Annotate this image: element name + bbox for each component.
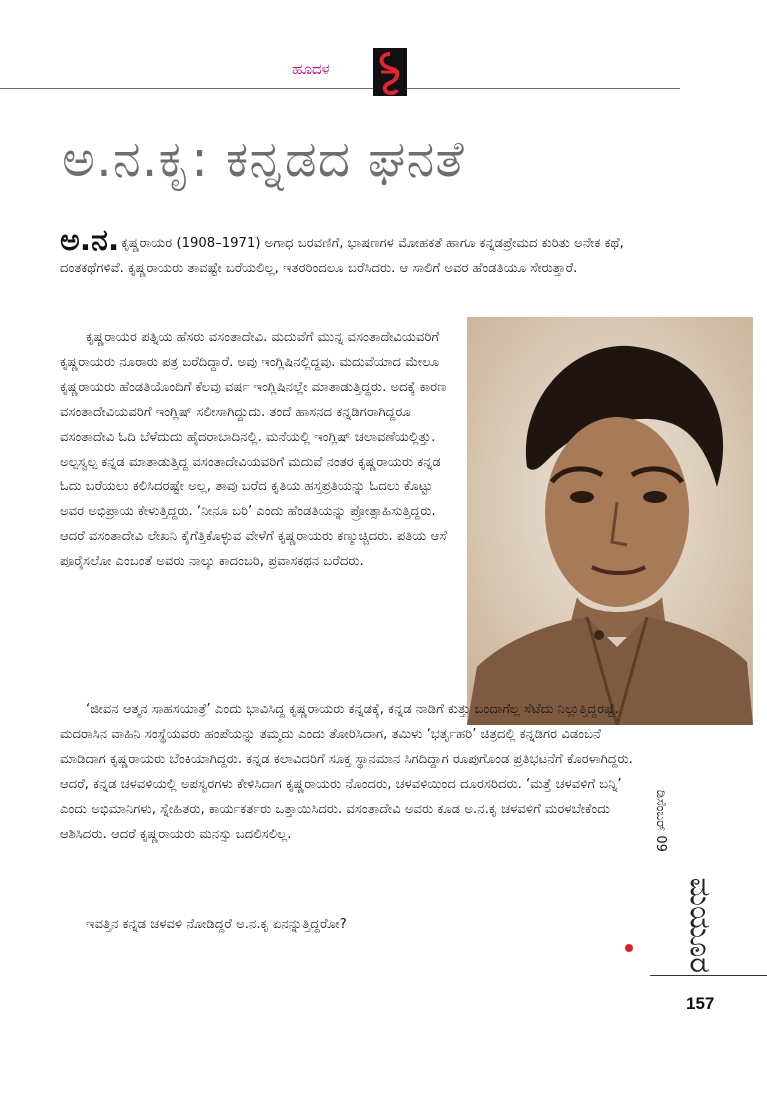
section-label: ಹೂದಳ [292,60,330,78]
article-title: ಅ.ನ.ಕೃ: ಕನ್ನಡದ ಘನತೆ [62,130,465,188]
paragraph-closing-text: ಇವತ್ತಿನ ಕನ್ನಡ ಚಳವಳಿ ನೋಡಿದ್ದರೆ ಅ.ನ.ಕೃ ಏನನ್ನುತ್ತಿದ್ದರೋ? [86,917,347,932]
magazine-brand-text: ಮಯೂರ [682,877,718,974]
end-mark-dot [625,944,633,952]
footer-rule [650,975,767,976]
paragraph-closing [60,913,640,938]
portrait-photo [467,317,753,725]
magazine-brand [660,877,740,974]
paragraph-activism-text: ‘ಜೀವನ ಆತ್ಮನ ಸಾಹಸಯಾತ್ರೆ’ ಎಂದು ಭಾವಿಸಿದ್ದ ಕೃಷ್ಣರಾಯರು ಕನ್ನಡಕ್ಕೆ, ಕನ್ನಡ ನಾಡಿಗೆ ಕುತ್ತು ಬಂದಾಗೆಲ್ಲ ಸೆಟೆದು ನಿಲ್ಲುತ್ತಿದ್ದರಷ್ಟೆ. ಮದರಾಸಿನ ವಾಹಿನಿ ಸಂಸ್ಥೆಯವರು ಹಂಪೆಯನ್ನು ತಮ್ಮದು ಎಂದು ತೋರಿಸಿದಾಗ, ತಮಿಳು ‘ಭರ್ತೃಹರಿ’ ಚಿತ್ರದಲ್ಲಿ ಕನ್ನಡಿಗರ ವಿಡಂಬನೆ ಮಾಡಿದಾಗ ಕೃಷ್ಣರಾಯರು ಬೆಂಕಿಯಾಗಿದ್ದರು. ಕನ್ನಡ ಕಲಾವಿದರಿಗೆ ಸೂಕ್ತ ಸ್ಥಾನಮಾನ ಸಿಗದಿದ್ದಾಗ ರೂಪುಗೊಂಡ ಪ್ರತಿಭಟನೆಗೆ ಕೊರಳಾಗಿದ್ದರು. ಆದರೆ, ಕನ್ನಡ ಚಳವಳಿಯಲ್ಲಿ ಅಪಸ್ವರಗಳು ಕೇಳಿಸಿದಾಗ ಕೃಷ್ಣರಾಯರು ನೊಂದರು, ಚಳವಳಿಯಿಂದ ದೂರಸರಿದರು. ‘ಮತ್ತೆ ಚಳವಳಿಗೆ ಬನ್ನಿ’ ಎಂದು ಅಭಿಮಾನಿಗಳು, ಸ್ನೇಹಿತರು, ಕಾರ್ಯಕರ್ತರು ಒತ್ತಾಯಿಸಿದರು. ವಸಂತಾದೇವಿ ಅವರು ಕೂಡ ಅ.ನ.ಕೃ ಚಳವಳಿಗೆ ಮರಳಬೇಕೆಂದು ಆಶಿಸಿದರು. ಆದರೆ ಕೃಷ್ಣರಾಯರು ಮನಸ್ಸು ಬದಲಿಸಲಿಲ್ಲ. [60,702,633,842]
page-number: 157 [686,994,715,1013]
paragraph-intro [60,223,640,282]
paragraph-intro-text: ಕೃಷ್ಣರಾಯರ (1908–1971) ಅಗಾಧ ಬರವಣಿಗೆ, ಭಾಷಣಗಳ ಮೋಹಕತೆ ಹಾಗೂ ಕನ್ನಡಪ್ರೇಮದ ಕುರಿತು ಅನೇಕ ಕಥೆ, ದಂತಕಥೆಗಳಿವೆ. ಕೃಷ್ಣರಾಯರು ತಾವಷ್ಟೇ ಬರೆಯಲಿಲ್ಲ, ಇತರರಿಂದಲೂ ಬರೆಸಿದರು. ಆ ಸಾಲಿಗೆ ಅವರ ಹೆಂಡತಿಯೂ ಸೇರುತ್ತಾರೆ. [60,236,624,276]
header-rule [0,88,680,89]
section-logo-icon [373,48,407,96]
paragraph-activism [60,698,640,847]
drop-cap: ಅ.ನ. [60,223,120,258]
issue-date: ಡಿಸೆಂಬರ್ 09 [653,790,668,852]
paragraph-wife [60,326,455,575]
paragraph-wife-text: ಕೃಷ್ಣರಾಯರ ಪತ್ನಿಯ ಹೆಸರು ವಸಂತಾದೇವಿ. ಮದುವೆಗೆ ಮುನ್ನ ವಸಂತಾದೇವಿಯವರಿಗೆ ಕೃಷ್ಣರಾಯರು ನೂರಾರು ಪತ್ರ ಬರೆದಿದ್ದಾರೆ. ಅವು ಇಂಗ್ಲಿಷಿನಲ್ಲಿದ್ದವು. ಮದುವೆಯಾದ ಮೇಲೂ ಕೃಷ್ಣರಾಯರು ಹೆಂಡತಿಯೊಂದಿಗೆ ಕೆಲವು ವರ್ಷ ಇಂಗ್ಲಿಷಿನಲ್ಲೇ ಮಾತಾಡುತ್ತಿದ್ದರು. ಅದಕ್ಕೆ ಕಾರಣ ವಸಂತಾದೇವಿಯವರಿಗೆ ಇಂಗ್ಲಿಷ್ ಸಲೀಸಾಗಿದ್ದುದು. ತಂದೆ ಹಾಸನದ ಕನ್ನಡಿಗರಾಗಿದ್ದರೂ ವಸಂತಾದೇವಿ ಓದಿ ಬೆಳೆದುದು ಹೈದರಾಬಾದಿನಲ್ಲಿ. ಮನೆಯಲ್ಲಿ ಇಂಗ್ಲಿಷ್ ಚಲಾವಣೆಯಲ್ಲಿತ್ತು. ಅಲ್ಪಸ್ವಲ್ಪ ಕನ್ನಡ ಮಾತಾಡುತ್ತಿದ್ದ ವಸಂತಾದೇವಿಯವರಿಗೆ ಮದುವೆ ನಂತರ ಕೃಷ್ಣರಾಯರು ಕನ್ನಡ ಓದು ಬರೆಯಲು ಕಲಿಸಿದರಷ್ಟೇ ಅಲ್ಲ, ತಾವು ಬರೆದ ಕೃತಿಯ ಹಸ್ತಪ್ರತಿಯನ್ನು ಓದಲು ಕೊಟ್ಟು ಅವರ ಅಭಿಪ್ರಾಯ ಕೇಳುತ್ತಿದ್ದರು. ‘ನೀನೂ ಬರಿ’ ಎಂದು ಹೆಂಡತಿಯನ್ನು ಪ್ರೋತ್ಸಾಹಿಸುತ್ತಿದ್ದರು. ಆದರೆ ವಸಂತಾದೇವಿ ಲೇಖನಿ ಕೈಗೆತ್ತಿಕೊಳ್ಳುವ ವೇಳೆಗೆ ಕೃಷ್ಣರಾಯರು ಕಣ್ಮುಚ್ಚಿದರು. ಪತಿಯ ಆಸೆ ಪೂರೈಸಲೋ ಎಂಬಂತೆ ಅವರು ನಾಲ್ಕು ಕಾದಂಬರಿ, ಪ್ರವಾಸಕಥನ ಬರೆದರು. [60,330,447,570]
